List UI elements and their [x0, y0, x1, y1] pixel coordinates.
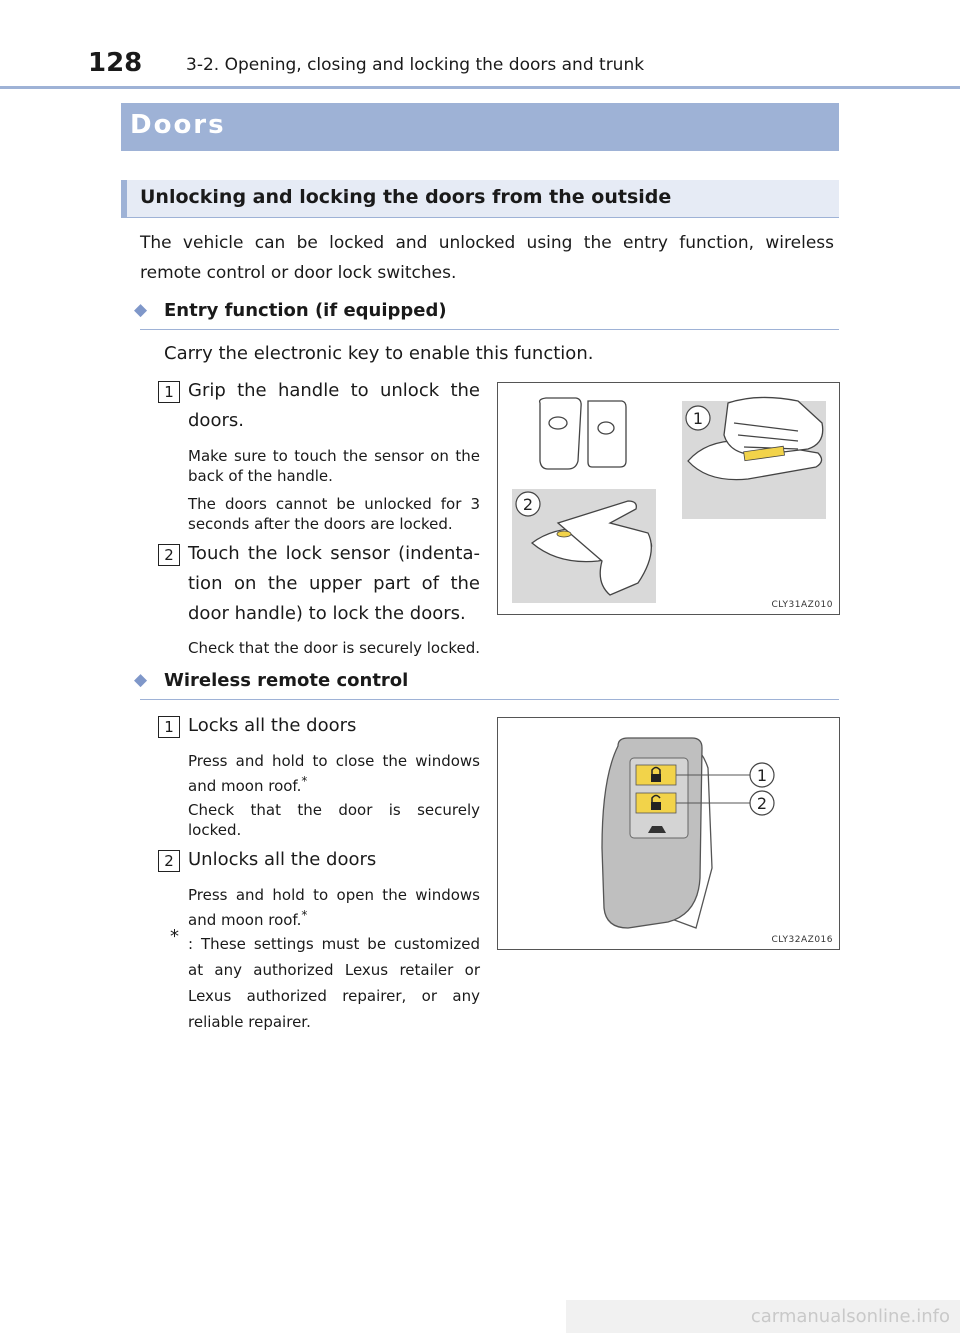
callout-2-icon: [750, 791, 774, 815]
remote-step2-note: Press and hold to open the windows and moon roof.*: [188, 886, 480, 929]
remote-step1-text: Locks all the doors: [188, 715, 357, 736]
entry-step1-note1: Make sure to touch the sensor on the back of the handle.: [188, 447, 480, 485]
step-number-2: 2: [158, 544, 180, 566]
watermark-text: carmanualsonline.info: [750, 1306, 950, 1327]
entry-step1-text: Grip the handle to unlock the doors.: [188, 380, 480, 431]
step-number-1: 1: [158, 716, 180, 738]
entry-function-rule: [140, 329, 839, 330]
svg-text:1: 1: [692, 409, 704, 428]
watermark-band: [566, 1300, 960, 1333]
door-handle-drawing: [498, 383, 839, 614]
entry-step2-note: Check that the door is securely locked.: [188, 639, 481, 657]
door-handle-illustration: [497, 382, 840, 615]
entry-function-lead: Carry the electronic key to enable this function.: [164, 343, 594, 364]
wireless-remote-title: Wireless remote control: [164, 670, 409, 691]
callout-1-icon: [750, 763, 774, 787]
step-number-1: 1: [158, 381, 180, 403]
footnote-text: : These settings must be customized at any authorized Lexus retailer or Lexus authorized repairer, or any reliable repairer.: [188, 935, 480, 1031]
footnote-mark: *: [170, 926, 179, 947]
diamond-bullet-icon: ◆: [134, 670, 148, 690]
svg-text:1: 1: [756, 766, 768, 785]
step-number-2: 2: [158, 850, 180, 872]
page-number: 128: [88, 48, 143, 78]
section-title: Doors: [130, 110, 226, 140]
remote-step1-note1: Press and hold to close the windows and moon roof.*: [188, 752, 480, 795]
subsection-title: Unlocking and locking the doors from the outside: [140, 186, 672, 208]
callout-2-icon: [516, 492, 540, 516]
svg-text:2: 2: [756, 794, 768, 813]
entry-step1-note2: The doors cannot be unlocked for 3 seconds after the doors are locked.: [188, 495, 480, 533]
remote-step1-note2: Check that the door is securely locked.: [188, 801, 480, 839]
diamond-bullet-icon: ◆: [134, 300, 148, 320]
header-rule: [0, 86, 960, 89]
remote-key-drawing: [498, 718, 839, 949]
running-head: 3-2. Opening, closing and locking the doors and trunk: [186, 55, 645, 75]
lock-sensor-highlight: [557, 531, 571, 537]
section-bar: [121, 103, 839, 151]
intro-paragraph: The vehicle can be locked and unlocked using the entry function, wireless remote control or door lock switches.: [140, 233, 834, 283]
svg-text:2: 2: [522, 495, 534, 514]
entry-step2-text: Touch the lock sensor (indenta-tion on the upper part of the door handle) to lock the doors.: [188, 543, 480, 624]
callout-1-icon: [686, 406, 710, 430]
entry-function-title: Entry function (if equipped): [164, 300, 447, 321]
wireless-remote-rule: [140, 699, 839, 700]
remote-key-illustration: [497, 717, 840, 950]
figure-code: CLY31AZ010: [771, 600, 833, 610]
electronic-key-icon: [540, 398, 626, 469]
figure-code: CLY32AZ016: [771, 935, 833, 945]
subsection-accent: [121, 180, 127, 217]
remote-step2-text: Unlocks all the doors: [188, 849, 377, 870]
